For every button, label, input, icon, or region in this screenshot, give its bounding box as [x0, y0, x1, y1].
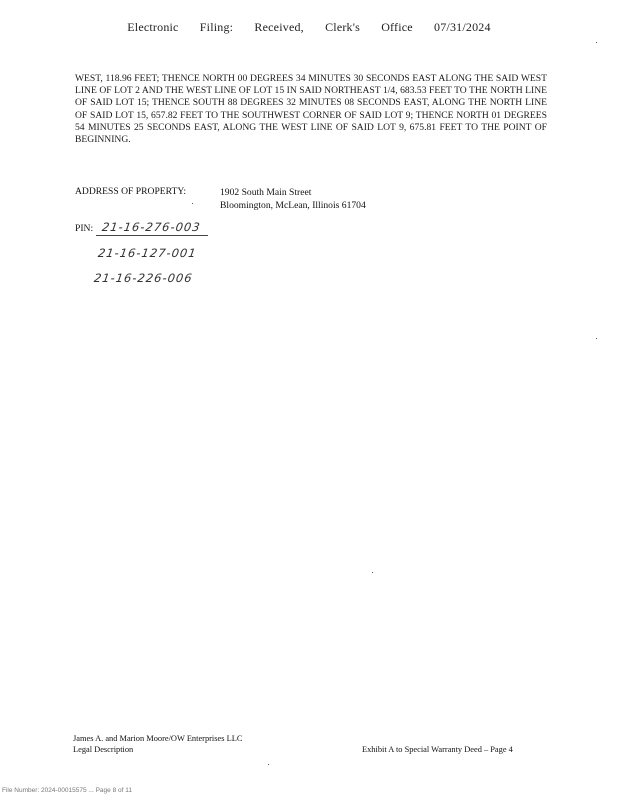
handwritten-pin-1: 21-16-276-003	[101, 220, 202, 234]
scan-speck	[372, 572, 373, 573]
header-date: 07/31/2024	[434, 20, 491, 34]
header-word: Received,	[254, 20, 304, 34]
address-city: Bloomington, McLean, Illinois 61704	[220, 200, 366, 211]
footer-parties: James A. and Marion Moore/OW Enterprises LLC	[73, 734, 243, 743]
scan-speck	[192, 203, 193, 204]
header-word: Office	[381, 20, 413, 34]
address-label: ADDRESS OF PROPERTY:	[75, 186, 187, 197]
footer-legal-description: Legal Description	[73, 744, 134, 754]
filing-header	[0, 20, 618, 35]
header-word: Electronic	[127, 20, 179, 34]
scan-speck	[268, 764, 269, 765]
scan-speck	[596, 338, 597, 339]
handwritten-pin-2: 21-16-127-001	[97, 246, 198, 260]
address-block	[220, 186, 366, 212]
file-number-stamp: File Number: 2024-00015575 ... Page 8 of 11	[2, 787, 132, 794]
header-word: Filing:	[199, 20, 234, 34]
header-word: Clerk's	[325, 20, 360, 34]
scan-speck	[596, 42, 597, 43]
legal-description-paragraph: WEST, 118.96 FEET; THENCE NORTH 00 DEGREES 34 MINUTES 30 SECONDS EAST ALONG THE SAID WEST LINE OF LOT 2 AND THE WEST LINE OF LOT 15 IN SAID NORTHEAST 1/4, 683.53 FEET TO THE NORTH LINE OF SAID LOT 15; THENCE SOUTH 88 DEGREES 32 MINUTES 08 SECONDS EAST, ALONG THE NORTH LINE OF SAID LOT 15, 657.82 FEET TO THE SOUTHWEST CORNER OF SAID LOT 9; THENCE NORTH 01 DEGREES 54 MINUTES 25 SECONDS EAST, ALONG THE WEST LINE OF SAID LOT 9, 675.81 FEET TO THE POINT OF BEGINNING.	[75, 73, 547, 146]
footer-left	[73, 734, 242, 755]
pin-underline	[96, 235, 208, 236]
address-street: 1902 South Main Street	[220, 187, 312, 198]
footer-page-reference: Exhibit A to Special Warranty Deed – Page 4	[362, 745, 513, 754]
handwritten-pin-3: 21-16-226-006	[93, 271, 194, 285]
pin-label: PIN:	[75, 223, 94, 234]
